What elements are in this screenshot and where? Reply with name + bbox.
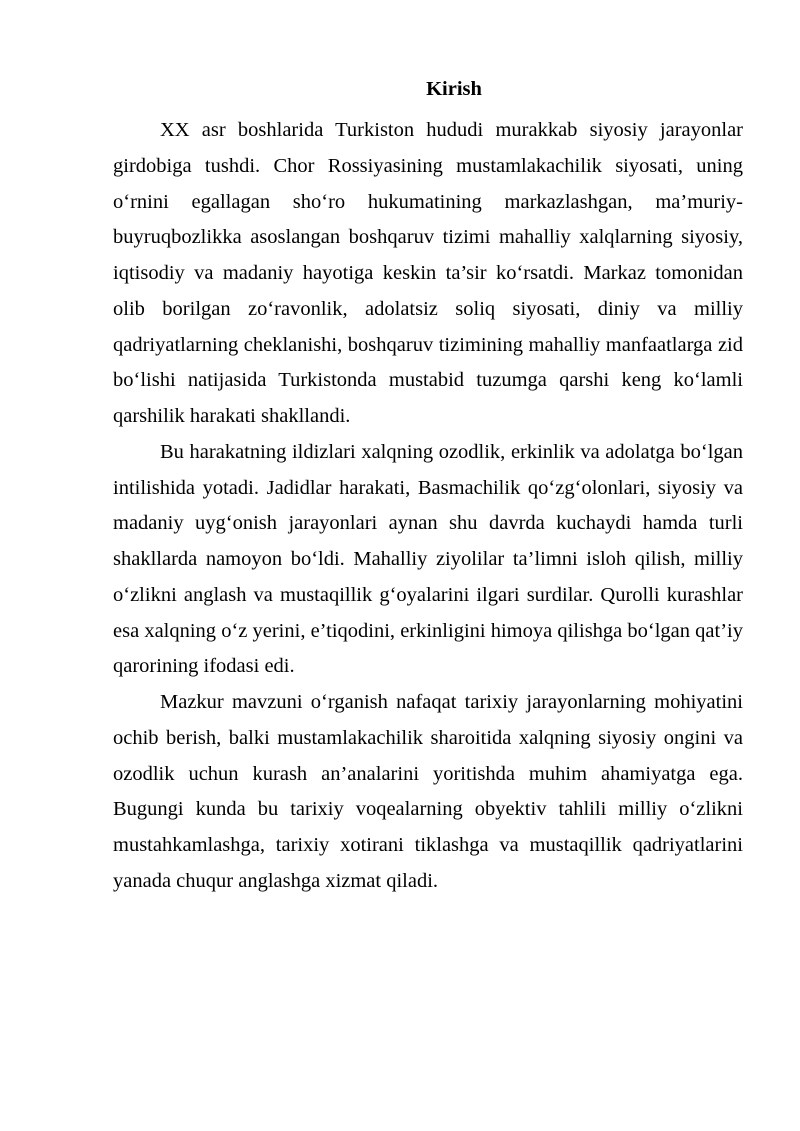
paragraph-3: Mazkur mavzuni o‘rganish nafaqat tarixiy jarayonlarning mohiyatini ochib berish, balki mustamlakachilik sharoitida xalqning siyosiy ongini va ozodlik uchun kurash an’analarini yoritishda muhim ahamiyatga ega. Bugungi kunda bu tarixiy voqealarning obyektiv tahlili milliy o‘zlikni mustahkamlashga, tarixiy xotirani tiklashga va mustaqillik qadriyatlarini yanada chuqur anglashga xizmat qiladi.: [113, 691, 743, 892]
document-body: [113, 113, 743, 900]
paragraph-1: XX asr boshlarida Turkiston hududi murakkab siyosiy jarayonlar girdobiga tushdi. Chor Rossiyasining mustamlakachilik siyosati, uning o‘rnini egallagan sho‘ro hukumatining markazlashgan, ma’muriy-buyruqbozlikka asoslangan boshqaruv tizimi mahalliy xalqlarning siyosiy, iqtisodiy va madaniy hayotiga keskin ta’sir ko‘rsatdi. Markaz tomonidan olib borilgan zo‘ravonlik, adolatsiz soliq siyosati, diniy va milliy qadriyatlarning cheklanishi, boshqaruv tizimining mahalliy manfaatlarga zid bo‘lishi natijasida Turkistonda mustabid tuzumga qarshi keng ko‘lamli qarshilik harakati shakllandi.: [113, 119, 743, 427]
page-title: Kirish: [426, 78, 482, 100]
paragraph-2: Bu harakatning ildizlari xalqning ozodlik, erkinlik va adolatga bo‘lgan intilishida yotadi. Jadidlar harakati, Basmachilik qo‘zg‘olonlari, siyosiy va madaniy uyg‘onish jarayonlari aynan shu davrda kuchaydi hamda turli shakllarda namoyon bo‘ldi. Mahalliy ziyolilar ta’limni isloh qilish, milliy o‘zlikni anglash va mustaqillik g‘oyalarini ilgari surdilar. Qurolli kurashlar esa xalqning o‘z yerini, e’tiqodini, erkinligini himoya qilishga bo‘lgan qat’iy qarorining ifodasi edi.: [113, 440, 743, 678]
